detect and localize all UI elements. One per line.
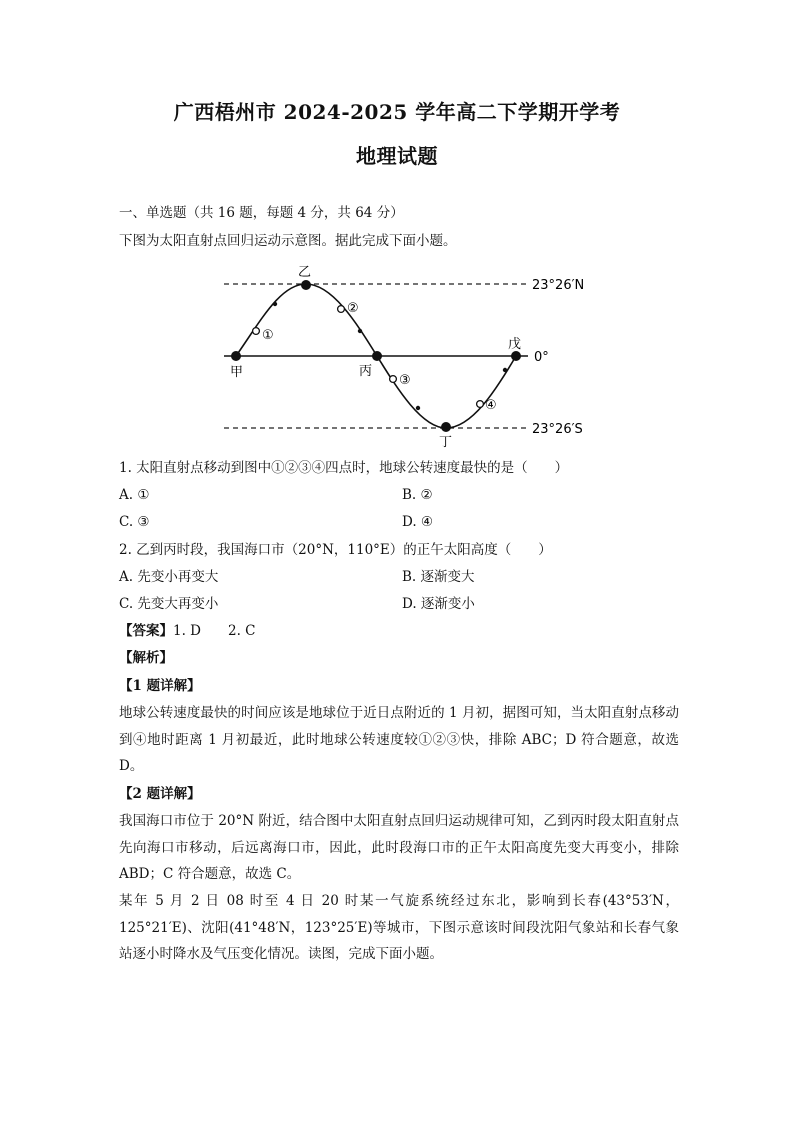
- answer-label: 【答案】: [119, 623, 173, 639]
- label-yi: 乙: [298, 265, 312, 280]
- q2-option-b: B. 逐渐变大: [402, 569, 475, 585]
- label-mark-4: ④: [485, 398, 497, 413]
- mark-2-circle: [338, 306, 345, 313]
- q1-option-c: C. ③: [119, 514, 150, 530]
- q2-option-a: A. 先变小再变大: [119, 569, 219, 585]
- detail2-label: 【2 题详解】: [119, 786, 201, 802]
- subsolar-migration-figure: [210, 262, 610, 448]
- label-lat-equator: 0°: [534, 350, 549, 365]
- label-lat-south: 23°26′S: [532, 422, 583, 437]
- detail1-text: 地球公转速度最快的时间应该是地球位于近日点附近的 1 月初，据图可知，当太阳直射点移动到④地时距离 1 月初最近，此时地球公转速度较①②③快，排除 ABC；D 符合题意，故选 D。: [119, 705, 679, 774]
- answer-text: 1. D 2. C: [173, 623, 256, 639]
- q1-option-b: B. ②: [402, 487, 433, 503]
- q1-option-a: A. ①: [119, 487, 150, 503]
- next-question-intro: 某年 5 月 2 日 08 时至 4 日 20 时某一气旋系统经过东北，影响到长春(43°53′N，125°21′E)、沈阳(41°48′N，123°25′E)等城市，下图示意该时间段沈阳气象站和长春气象站逐小时降水及气压变化情况。读图，完成下面小题。: [119, 893, 679, 962]
- small-dot: [416, 406, 420, 410]
- section-intro: 下图为太阳直射点回归运动示意图。据此完成下面小题。: [119, 233, 457, 249]
- label-lat-north: 23°26′N: [532, 278, 585, 293]
- doc-title-line2: 地理试题: [356, 144, 438, 168]
- label-mark-2: ②: [347, 301, 359, 316]
- small-dot: [503, 368, 507, 372]
- label-ding: 丁: [439, 435, 453, 448]
- mark-3-circle: [390, 376, 397, 383]
- label-mark-3: ③: [399, 373, 411, 388]
- answer-line: [119, 621, 256, 641]
- analysis-label: 【解析】: [119, 650, 173, 666]
- point-yi-dot: [301, 280, 311, 290]
- point-bing-dot: [372, 351, 382, 361]
- q2-stem: 2. 乙到丙时段，我国海口市（20°N，110°E）的正午太阳高度（ ）: [119, 542, 552, 558]
- mark-1-circle: [253, 328, 260, 335]
- small-dot: [358, 329, 362, 333]
- q2-option-d: D. 逐渐变小: [402, 596, 475, 612]
- label-jia: 甲: [230, 365, 244, 380]
- label-bing: 丙: [359, 364, 373, 379]
- point-jia-dot: [231, 351, 241, 361]
- point-ding-dot: [441, 422, 451, 432]
- q1-option-d: D. ④: [402, 514, 434, 530]
- doc-title-line1: 广西梧州市 2024-2025 学年高二下学期开学考: [173, 100, 621, 124]
- label-wu: 戊: [508, 337, 522, 352]
- detail2-text: 我国海口市位于 20°N 附近，结合图中太阳直射点回归运动规律可知，乙到丙时段太阳直射点先向海口市移动，后远离海口市，因此，此时段海口市的正午太阳高度先变大再变小，排除 ABD；C 符合题意，故选 C。: [119, 813, 679, 882]
- section-heading: 一、单选题（共 16 题，每题 4 分，共 64 分）: [119, 205, 404, 221]
- q1-stem: 1. 太阳直射点移动到图中①②③④四点时，地球公转速度最快的是（ ）: [119, 460, 569, 476]
- point-wu-dot: [511, 351, 521, 361]
- small-dot: [273, 302, 277, 306]
- detail1-label: 【1 题详解】: [119, 678, 201, 694]
- mark-4-circle: [477, 401, 484, 408]
- q2-option-c: C. 先变大再变小: [119, 596, 219, 612]
- label-mark-1: ①: [262, 328, 274, 343]
